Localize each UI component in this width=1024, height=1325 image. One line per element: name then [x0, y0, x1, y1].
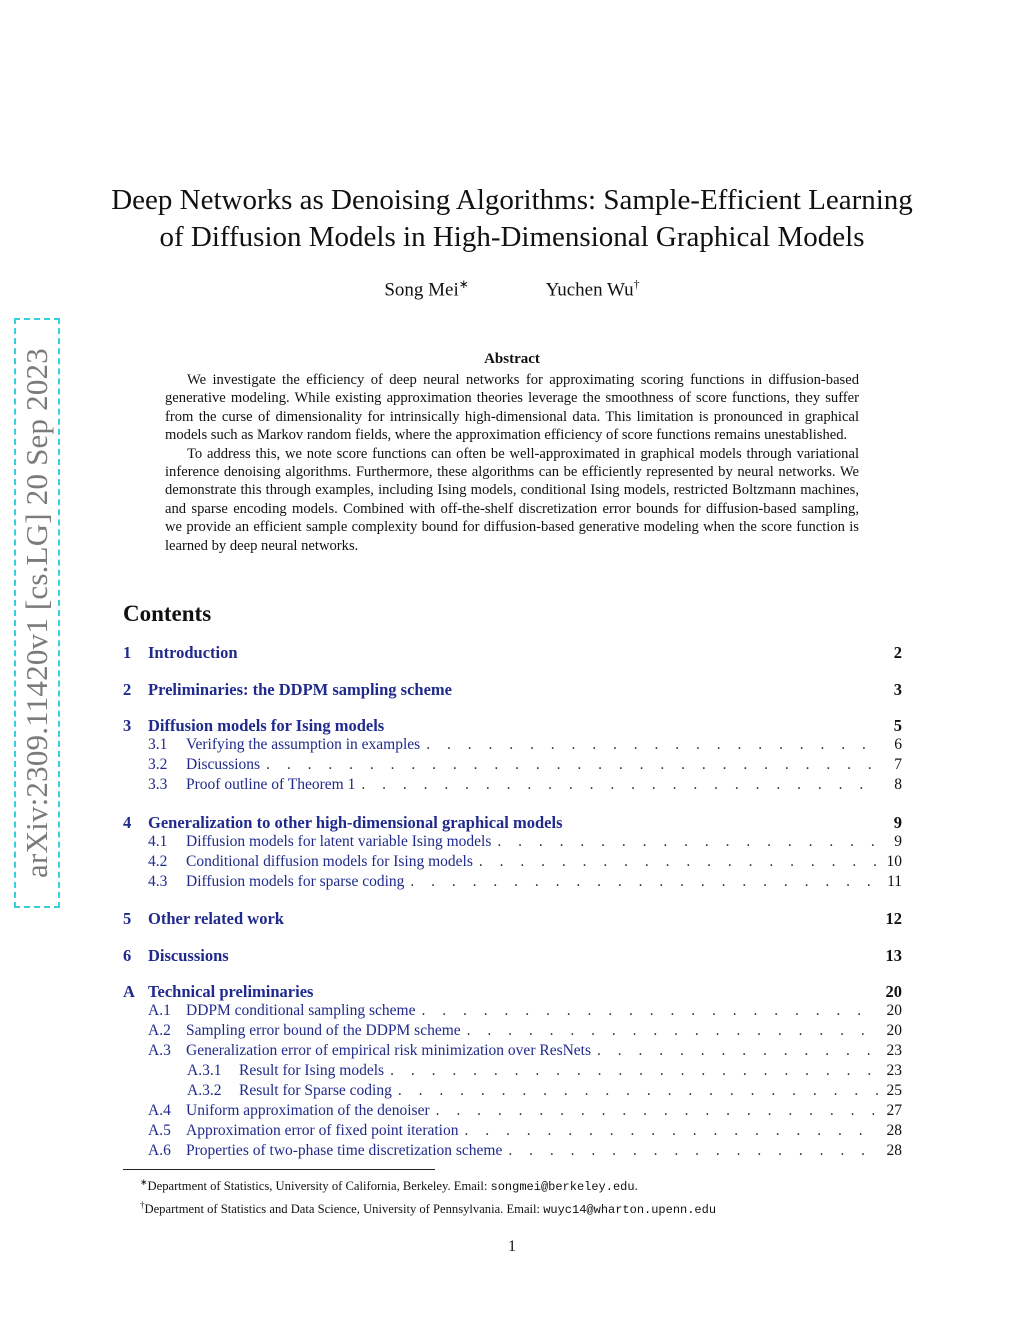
toc-page: 25: [886, 1082, 902, 1099]
toc-subentry[interactable]: [123, 1102, 902, 1122]
footnotes: [140, 1173, 716, 1219]
toc-number: A.6: [148, 1142, 171, 1159]
toc-page: 28: [886, 1122, 902, 1139]
toc-label: Result for Sparse coding: [239, 1082, 392, 1099]
toc-number: A.4: [148, 1102, 171, 1119]
toc-page: 2: [893, 643, 902, 662]
footnote-mark: †: [140, 1200, 145, 1211]
email-link[interactable]: wuyc14@wharton.upenn.edu: [543, 1203, 717, 1218]
toc-label: Discussions: [148, 945, 229, 965]
toc-label: Properties of two-phase time discretization scheme: [186, 1142, 503, 1159]
toc-label: Technical preliminaries: [148, 982, 314, 1001]
contents-heading: Contents: [123, 601, 212, 626]
toc-subsubentry[interactable]: [123, 1082, 902, 1102]
toc-subentry[interactable]: [123, 853, 902, 873]
toc-page: 20: [886, 1002, 902, 1019]
toc-page: 20: [885, 982, 902, 1001]
toc-page: 23: [886, 1062, 902, 1079]
footnote-divider: [123, 1169, 435, 1170]
footnote-text: Department of Statistics and Data Science, University of Pennsylvania. Email:: [144, 1202, 544, 1217]
footnote-mark: ∗: [140, 1177, 148, 1187]
arxiv-identifier: arXiv:2309.11420v1 [cs.LG] 20 Sep 2023: [19, 348, 54, 878]
table-of-contents: [123, 643, 902, 1162]
title-line-2: of Diffusion Models in High-Dimensional Graphical Models: [159, 221, 865, 253]
toc-page: 20: [886, 1022, 902, 1039]
toc-number: 4: [123, 812, 132, 832]
toc-number: A: [123, 982, 135, 1001]
toc-subentry[interactable]: [123, 736, 902, 756]
toc-subentry[interactable]: [123, 873, 902, 893]
toc-page: 10: [886, 852, 902, 870]
page-number: 1: [508, 1238, 516, 1255]
footnote-2: [140, 1196, 716, 1219]
toc-number: A.3.1: [187, 1062, 222, 1079]
toc-entry[interactable]: [123, 813, 902, 833]
author-footnote-mark: †: [633, 277, 640, 291]
abstract-heading: Abstract: [484, 351, 540, 367]
toc-subentry[interactable]: [123, 1142, 902, 1162]
toc-number: A.2: [148, 1022, 171, 1039]
abstract: [165, 371, 859, 555]
toc-label: Verifying the assumption in examples: [186, 736, 421, 753]
toc-subentry[interactable]: [123, 776, 902, 796]
toc-number: 1: [123, 643, 132, 662]
toc-entry[interactable]: [123, 909, 902, 929]
toc-label: Uniform approximation of the denoiser: [186, 1102, 430, 1119]
toc-subentry[interactable]: [123, 1122, 902, 1142]
title-line-1: Deep Networks as Denoising Algorithms: Sample-Efficient Learning: [111, 184, 913, 216]
toc-label: Conditional diffusion models for Ising models: [186, 852, 473, 870]
toc-number: A.3.2: [187, 1082, 222, 1099]
toc-entry[interactable]: [123, 946, 902, 966]
toc-number: 3.3: [148, 776, 168, 793]
toc-subentry[interactable]: [123, 833, 902, 853]
footnote-1: [140, 1173, 716, 1196]
toc-subentry[interactable]: [123, 1022, 902, 1042]
toc-label: Diffusion models for sparse coding: [186, 872, 405, 890]
toc-label: Preliminaries: the DDPM sampling scheme: [148, 679, 452, 699]
toc-subentry[interactable]: [123, 1002, 902, 1022]
toc-label: Diffusion models for latent variable Ising models: [186, 832, 492, 850]
toc-page: 3: [893, 679, 902, 699]
toc-entry[interactable]: [123, 982, 902, 1002]
toc-page: 9: [894, 832, 902, 850]
toc-number: 4.2: [148, 852, 168, 870]
toc-number: 3: [123, 716, 132, 735]
author-1: [384, 277, 469, 301]
paper-title: [100, 182, 924, 256]
toc-page: 13: [885, 945, 902, 965]
toc-page: 11: [887, 872, 902, 890]
footnote-tail: .: [634, 1179, 638, 1194]
toc-page: 9: [893, 812, 902, 832]
toc-entry[interactable]: [123, 716, 902, 736]
toc-page: 8: [894, 776, 902, 793]
author-name: Yuchen Wu: [545, 279, 634, 301]
toc-page: 27: [886, 1102, 902, 1119]
email-link[interactable]: songmei@berkeley.edu: [490, 1180, 635, 1195]
toc-label: Other related work: [148, 909, 284, 928]
toc-number: 5: [123, 909, 132, 928]
toc-subentry[interactable]: [123, 1042, 902, 1062]
toc-label: Proof outline of Theorem 1: [186, 776, 356, 793]
author-footnote-mark: ∗: [458, 277, 469, 291]
toc-label: Sampling error bound of the DDPM scheme: [186, 1022, 461, 1039]
toc-label: Diffusion models for Ising models: [148, 716, 385, 735]
toc-page: 7: [894, 756, 902, 773]
toc-number: 3.1: [148, 736, 168, 753]
toc-label: Generalization to other high-dimensional graphical models: [148, 812, 563, 832]
author-name: Song Mei: [384, 279, 459, 301]
abstract-paragraph-2: To address this, we note score functions can often be well-approximated in graphical models through variational inference denoising algorithms. Furthermore, these algorithms can be efficiently represented by neural networks. We demonstrate this through examples, including Ising models, conditional Ising models, restricted Boltzmann machines, and sparse encoding models. Combined with off-the-shelf discretization error bounds for diffusion-based sampling, we provide an efficient sample complexity bound for diffusion-based generative modeling when the score function is learned by deep neural networks.: [165, 445, 859, 554]
authors: [0, 277, 1024, 301]
toc-page: 28: [886, 1142, 902, 1159]
toc-entry[interactable]: [123, 643, 902, 663]
toc-page: 6: [894, 736, 902, 753]
toc-page: 12: [885, 909, 902, 928]
footnote-text: Department of Statistics, University of California, Berkeley. Email:: [147, 1179, 491, 1194]
toc-number: 2: [123, 679, 132, 699]
toc-number: 6: [123, 945, 132, 965]
toc-number: A.5: [148, 1122, 171, 1139]
toc-page: 23: [886, 1042, 902, 1059]
toc-subentry[interactable]: [123, 756, 902, 776]
toc-page: 5: [893, 716, 902, 735]
toc-label: Generalization error of empirical risk minimization over ResNets: [186, 1042, 592, 1059]
arxiv-side-stamp: [14, 318, 60, 908]
abstract-paragraph-1: We investigate the efficiency of deep neural networks for approximating scoring functions in diffusion-based generative modeling. While existing approximation theories leverage the smoothness of score functions, they suffer from the curse of dimensionality for intrinsically high-dimensional data. This limitation is pronounced in graphical models such as Markov random fields, where the approximation efficiency of score functions remains unestablished.: [165, 372, 859, 444]
toc-label: DDPM conditional sampling scheme: [186, 1002, 416, 1019]
toc-label: Introduction: [148, 643, 238, 662]
toc-subsubentry[interactable]: [123, 1062, 902, 1082]
toc-entry[interactable]: [123, 680, 902, 700]
toc-number: A.1: [148, 1002, 171, 1019]
author-2: [546, 277, 640, 301]
toc-label: Approximation error of fixed point iteration: [186, 1122, 459, 1139]
toc-label: Result for Ising models: [239, 1062, 385, 1079]
toc-number: 4.3: [148, 872, 168, 890]
toc-label: Discussions: [186, 756, 261, 773]
toc-number: 3.2: [148, 756, 168, 773]
toc-number: 4.1: [148, 832, 168, 850]
toc-number: A.3: [148, 1042, 171, 1059]
